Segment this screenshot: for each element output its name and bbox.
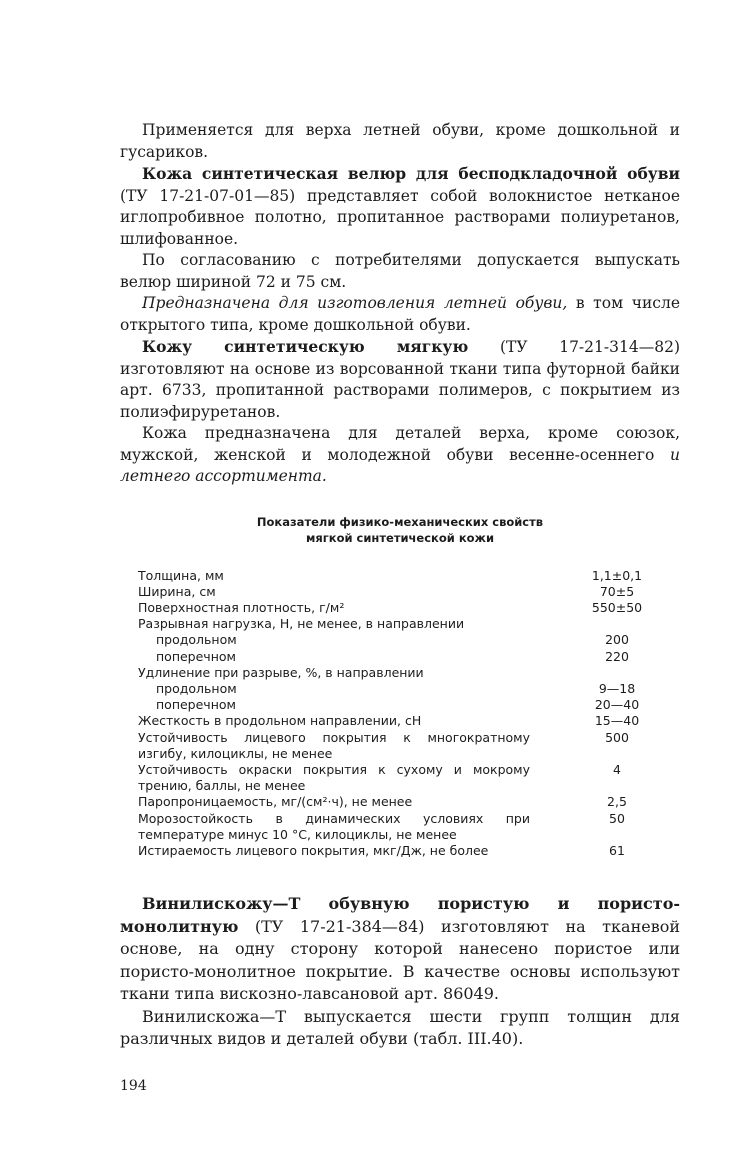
table-row [138,843,662,859]
table-row-value: 200 [605,632,629,648]
table-row [138,730,662,762]
table-row-value: 220 [605,648,629,664]
table-row-label: Паропроницаемость, мг/(см²·ч), не менее [138,794,413,810]
table-title-line1: Показатели физико-механических свойств [256,514,544,529]
table-row-value: 61 [609,842,625,858]
paragraph-p3 [120,250,680,293]
table-row-value: 70±5 [599,583,635,599]
paragraph-text: Предназначена для изготовления летней обуви, [142,294,568,312]
paragraph-text: в том числе открытого типа, кроме дошкольной обуви. [120,294,680,334]
table-row-value: 500 [605,729,629,745]
paragraph-p4 [120,293,680,336]
table-row-value: 9—18 [598,680,636,696]
table-row-label: Толщина, мм [138,567,224,583]
table-row [138,697,662,713]
table-row-value: 50 [609,810,625,826]
paragraph-p8 [120,1006,680,1051]
paragraph-text: Винилискожу—Т обувную пористую и пористо-монолитную [120,894,680,936]
paragraph-text: и летнего ассортимента. [120,445,680,485]
paragraph-text: Винилискожа—Т выпускается шести групп толщин для различных видов и деталей обуви (табл. III.40). [120,1006,680,1049]
paragraph-text: (ТУ 17-21-314—82) изготовляют на основе из ворсованной ткани типа футорной байки арт. 6733, пропитанной растворами полимеров, с покрытием из полиэфируретанов. [120,338,680,421]
table-row-value: 1,1±0,1 [591,567,643,583]
table-row [138,584,662,600]
paragraph-text: Кожа предназначена для деталей верха, кроме союзок, мужской, женской и молодежной обуви весенне-осеннего [120,424,680,464]
paragraph-p5 [120,336,680,423]
table-row [138,600,662,616]
table-row [138,665,662,681]
table-row-value: 4 [613,761,621,777]
table-row [138,713,662,729]
page-content [120,120,680,1051]
table-title [138,514,662,546]
table-row [138,632,662,648]
table-row-label: поперечном [156,648,236,664]
table-row-label: Истираемость лицевого покрытия, мкг/Дж, не более [138,842,489,858]
paragraph-p7 [120,893,680,1006]
paragraph-text: Применяется для верха летней обуви, кроме дошкольной и гусариков. [120,121,680,161]
paragraph-text: (ТУ 17-21-384—84) изготовляют на тканевой основе, на одну сторону которой нанесено пористое или пористо-монолитное покрытие. В качестве основы используют ткани типа вискозно-лавсановой арт. 86049. [120,916,680,1004]
paragraph-text: По согласованию с потребителями допускается выпускать велюр шириной 72 и 75 см. [120,251,680,291]
table-row-label: Устойчивость окраски покрытия к сухому и мокрому трению, баллы, не менее [138,761,530,794]
table-row-label: Удлинение при разрыве, %, в направлении [138,664,424,680]
table-row-label: Поверхностная плотность, г/м² [138,599,345,615]
page-number: 194 [120,1078,147,1094]
paragraph-p1 [120,120,680,163]
table-title-line2: мягкой синтетической кожи [305,530,495,545]
table-row-label: Ширина, см [138,583,216,599]
table-row [138,568,662,584]
paragraph-text: Кожу синтетическую мягкую [142,337,469,356]
table-row-value: 2,5 [607,794,627,810]
table-row-label: Устойчивость лицевого покрытия к многократному изгибу, килоциклы, не менее [138,729,530,761]
table-row [138,811,662,843]
table-row-value: 550±50 [591,599,643,615]
table-row-label: поперечном [156,697,236,713]
table-row-label: Морозостойкость в динамических условиях при температуре минус 10 °С, килоциклы, не менее [138,810,530,842]
table-rows [138,568,662,860]
paragraph-text: (ТУ 17-21-07-01—85) представляет собой волокнистое нетканое иглопробивное полотно, пропитанное растворами полиуретанов, шлифованное. [120,186,680,248]
table-row-label: Разрывная нагрузка, Н, не менее, в направлении [138,616,465,632]
table-row-label: Жесткость в продольном направлении, сН [138,713,422,729]
table-row [138,762,662,794]
table-row [138,649,662,665]
paragraph-p2 [120,163,680,250]
body-text-top [120,120,680,488]
table-row-label: продольном [156,632,237,648]
properties-table [138,514,662,860]
table-row-label: продольном [156,680,237,696]
body-text-bottom [120,893,680,1051]
paragraph-p6 [120,423,680,488]
table-row-value: 15—40 [594,713,640,729]
table-row-value: 20—40 [594,697,640,713]
table-row [138,616,662,632]
table-row [138,794,662,810]
table-row [138,681,662,697]
paragraph-text: Кожа синтетическая велюр для бесподкладочной обуви [142,164,680,183]
